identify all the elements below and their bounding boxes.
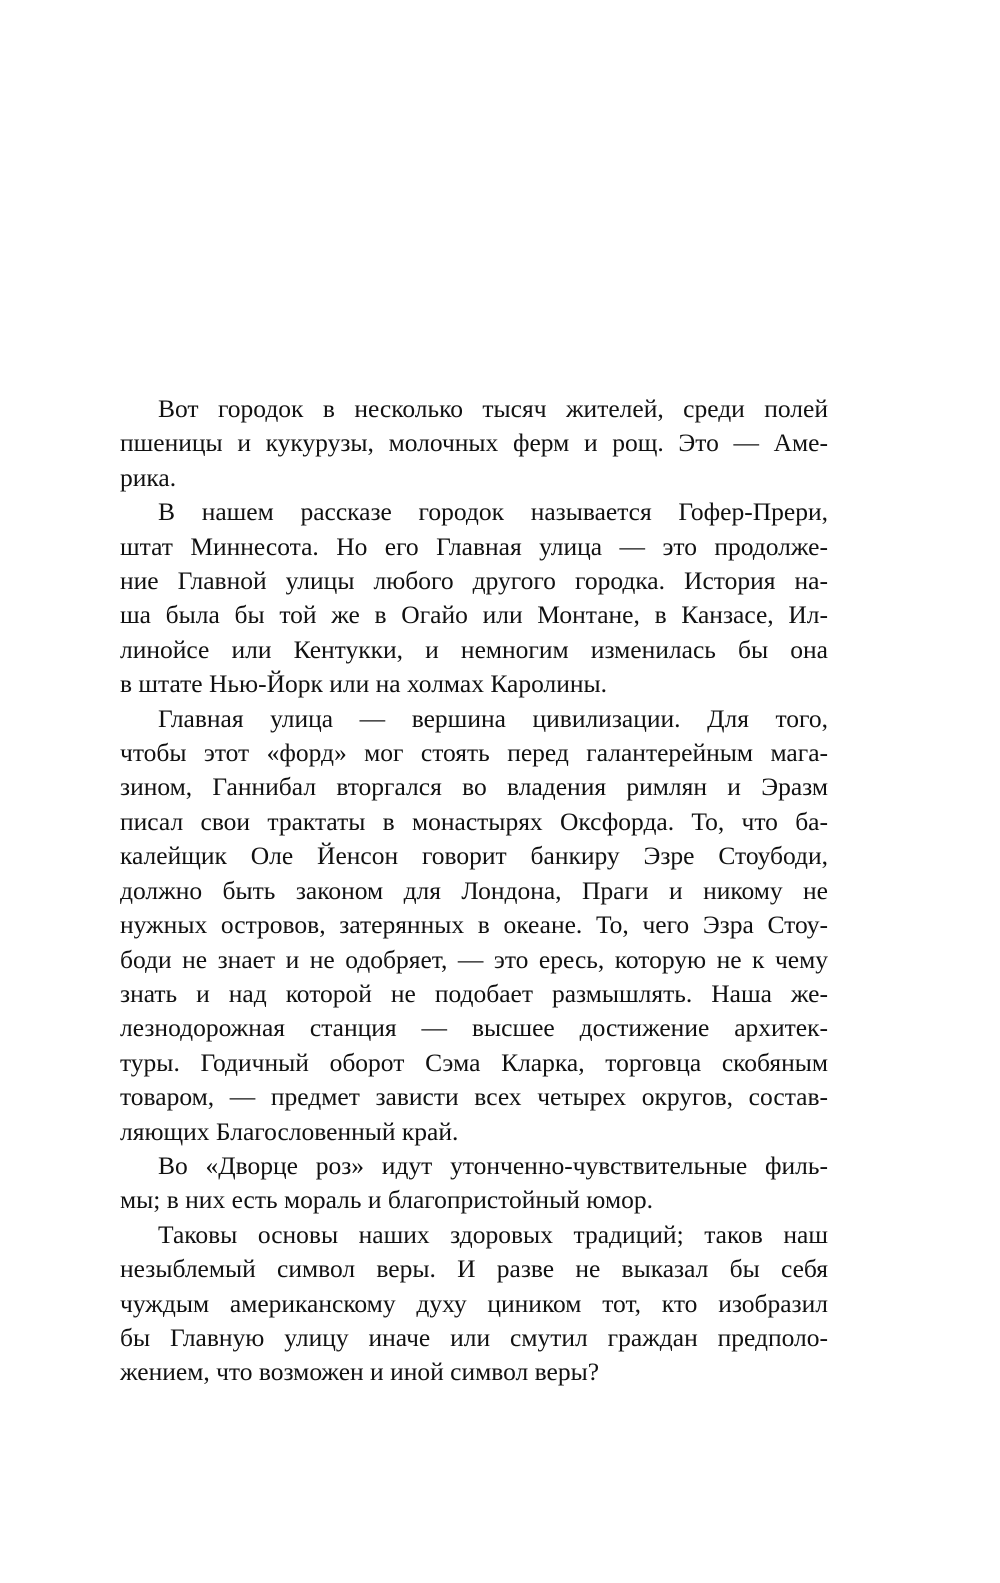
text-line: пшеницы и кукурузы, молочных ферм и рощ. Это — Аме- [120, 428, 828, 458]
text-line: Таковы основы наших здоровых традиций; таков наш [158, 1219, 828, 1249]
text-line: чтобы этот «форд» мог стоять перед галантерейным мага- [120, 738, 828, 768]
text-line: ние Главной улицы любого другого городка. История на- [120, 566, 828, 596]
text-line: ляющих Благословенный край. [120, 1116, 459, 1146]
text-line: туры. Годичный оборот Сэма Кларка, торговца скобяным [120, 1047, 828, 1077]
text-line: В нашем рассказе городок называется Гофер-Прери, [158, 497, 828, 527]
text-line: жением, что возможен и иной символ веры? [120, 1357, 600, 1387]
text-line: товаром, — предмет зависти всех четырех округов, состав- [120, 1082, 828, 1112]
paragraph-3 [120, 702, 828, 1149]
paragraph-5 [120, 1218, 828, 1390]
text-line: зином, Ганнибал вторгался во владения римлян и Эразм [120, 772, 828, 802]
text-line: знать и над которой не подобает размышлять. Наша же- [120, 978, 828, 1008]
text-line: линойсе или Кентукки, и немногим изменилась бы она [120, 634, 828, 664]
text-line: в штате Нью-Йорк или на холмах Каролины. [120, 669, 608, 699]
body-text [120, 392, 828, 1390]
text-line: Во «Дворце роз» идут утонченно-чувствительные филь- [158, 1150, 828, 1180]
text-line: Главная улица — вершина цивилизации. Для того, [158, 703, 828, 733]
text-line: рика. [120, 462, 177, 492]
text-line: Вот городок в несколько тысяч жителей, среди полей [158, 394, 828, 423]
text-line: боди не знает и не одобряет, — это ересь, которую не к чему [120, 944, 828, 974]
text-line: чуждым американскому духу циником тот, кто изобразил [120, 1288, 828, 1318]
paragraph-4 [120, 1149, 828, 1218]
text-line: бы Главную улицу иначе или смутил граждан предполо- [120, 1322, 828, 1352]
text-line: лезнодорожная станция — высшее достижение архитек- [120, 1013, 828, 1043]
text-line: калейщик Оле Йенсон говорит банкиру Эзре Стоубоди, [120, 841, 828, 871]
text-line: ша была бы той же в Огайо или Монтане, в Канзасе, Ил- [120, 600, 828, 630]
text-line: должно быть законом для Лондона, Праги и никому не [120, 875, 828, 905]
text-line: нужных островов, затерянных в океане. То, чего Эзра Стоу- [120, 910, 828, 940]
paragraph-2 [120, 495, 828, 701]
text-line: мы; в них есть мораль и благопристойный юмор. [120, 1185, 653, 1215]
text-line: штат Миннесота. Но его Главная улица — это продолже- [120, 531, 828, 561]
paragraph-1 [120, 392, 828, 495]
text-line: незыблемый символ веры. И разве не выказал бы себя [120, 1254, 828, 1284]
text-line: писал свои трактаты в монастырях Оксфорда. То, что ба- [120, 806, 828, 836]
